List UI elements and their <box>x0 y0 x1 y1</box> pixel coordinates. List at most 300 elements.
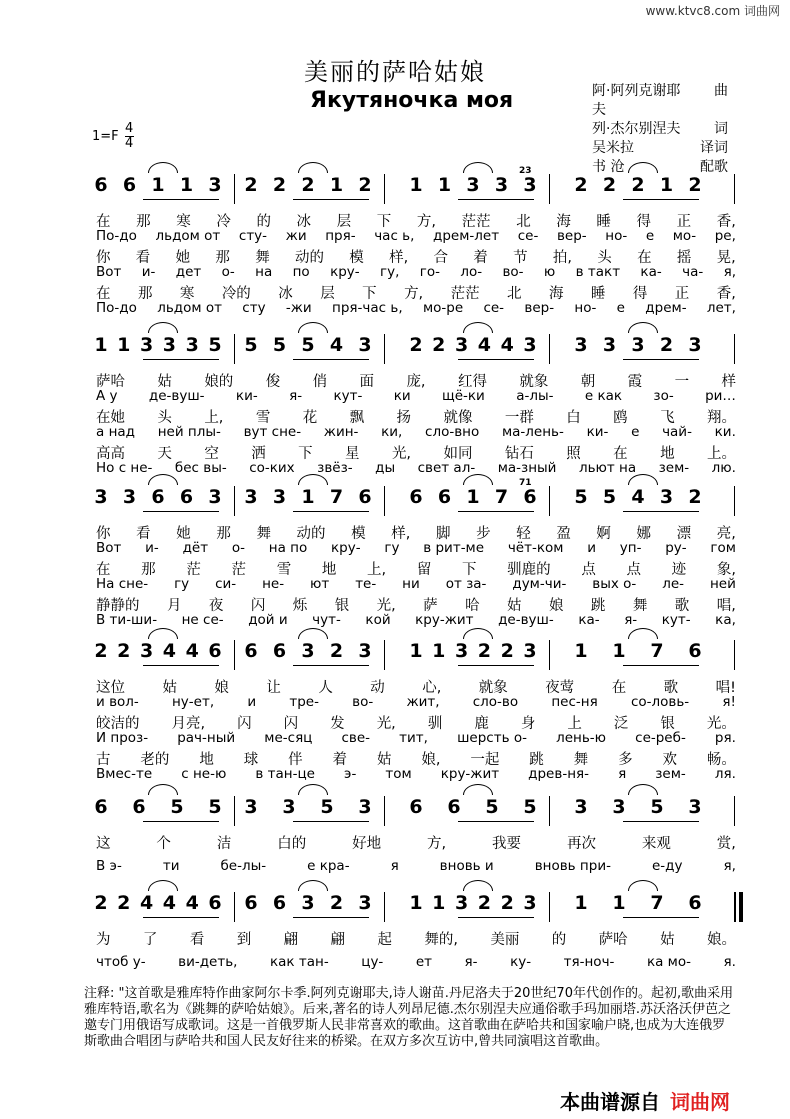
lyric-syllable: 洁 <box>216 836 232 852</box>
note: 2 <box>477 892 491 914</box>
lyric-syllable: 看 <box>136 526 151 542</box>
lyric-syllable: льдом от <box>157 300 222 316</box>
note: 1 <box>179 174 194 196</box>
note: 3 <box>466 174 480 196</box>
lyric-syllable: 那 <box>141 562 156 578</box>
lyric-syllable: сту <box>242 300 266 316</box>
lyric-syllable: том <box>385 766 412 782</box>
footer-text: 本曲谱源自 <box>560 1090 660 1114</box>
lyric-line-russian <box>96 540 736 556</box>
lyric-syllable: 多 <box>618 752 633 768</box>
note: 3 <box>612 796 626 818</box>
note: 3 <box>494 174 509 196</box>
lyric-syllable: я. <box>723 954 736 970</box>
lyric-syllable: э- <box>344 766 357 782</box>
lyric-syllable: 在她 <box>96 410 125 426</box>
note: 3 <box>301 892 315 914</box>
lyric-syllable: 步 <box>476 526 491 542</box>
lyric-syllable: 月 <box>166 598 182 614</box>
lyric-syllable: чай- <box>662 424 692 440</box>
note: 4 <box>329 334 344 356</box>
lyric-syllable: и вол- <box>96 694 139 710</box>
note: 2 <box>358 174 372 196</box>
lyric-syllable: В э- <box>96 858 122 874</box>
lyric-syllable: чтоб у- <box>96 954 146 970</box>
lyric-syllable: 发 <box>330 716 345 732</box>
measure <box>94 796 222 818</box>
lyric-syllable: све- <box>341 730 371 746</box>
measure <box>574 334 702 356</box>
note: 5 <box>320 796 334 818</box>
lyric-syllable: 如同 <box>443 446 473 462</box>
lyric-syllable: 赏, <box>716 836 736 852</box>
lyric-line-chinese <box>96 832 736 853</box>
lyric-syllable: 就象 <box>519 374 549 390</box>
lyric-syllable: е <box>616 300 625 316</box>
lyric-syllable: кру- <box>331 540 361 556</box>
lyric-syllable: 北 <box>507 286 522 302</box>
lyric-syllable: е <box>631 424 640 440</box>
note: 3 <box>574 796 588 818</box>
lyric-syllable: дой и <box>248 612 288 628</box>
note: 1 <box>409 892 423 914</box>
lyric-syllable: е-ду <box>651 858 683 874</box>
lyric-syllable: 合 <box>433 250 448 266</box>
lyric-syllable: кру- <box>330 264 360 280</box>
lyric-syllable: ды <box>375 460 396 476</box>
lyric-syllable: 身 <box>520 716 536 732</box>
lyric-syllable: ки <box>393 388 411 404</box>
lyric-syllable: не се- <box>181 612 224 628</box>
lyric-syllable: ля. <box>714 766 736 782</box>
lyric-line-russian <box>96 576 736 592</box>
lyric-syllable: пес-ня <box>551 694 598 710</box>
lyric-syllable: зем- <box>658 460 690 476</box>
lyric-syllable: 静静的 <box>96 598 140 614</box>
note: 2 <box>432 334 446 356</box>
note: 7 <box>494 486 509 508</box>
note: 3 <box>688 796 702 818</box>
lyric-syllable: ме-сяц <box>264 730 313 746</box>
note: 1 <box>659 174 674 196</box>
credit-lyricist: 列·杰尔别涅夫 词 <box>592 121 728 137</box>
lyric-syllable: гу, <box>380 264 400 280</box>
note: 3 <box>602 334 617 356</box>
lyric-syllable: 方, <box>416 214 436 230</box>
measure <box>244 486 372 508</box>
lyric-syllable: 一 <box>674 374 690 390</box>
note: 5 <box>574 486 588 508</box>
lyric-syllable: 驯鹿的 <box>507 562 551 578</box>
lyric-syllable: -жи <box>285 300 312 316</box>
lyric-syllable: 茫 <box>186 562 201 578</box>
lyric-syllable: Вот <box>96 264 122 280</box>
note: 2 <box>329 640 344 662</box>
lyric-syllable: 的 <box>551 932 567 948</box>
measure <box>244 796 372 818</box>
note: 6 <box>409 486 423 508</box>
lyric-syllable: 香, <box>716 286 736 302</box>
note: 6 <box>358 486 372 508</box>
lyric-line-russian <box>96 228 736 244</box>
note: 6 <box>208 640 222 662</box>
lyric-syllable: 上。 <box>706 446 736 462</box>
lyric-syllable: ет <box>415 954 433 970</box>
note: 5 <box>602 486 617 508</box>
lyric-syllable: си- <box>215 576 237 592</box>
lyric-syllable: 头 <box>157 410 172 426</box>
lyric-syllable: сло-во <box>472 694 519 710</box>
note: 1 <box>612 640 626 662</box>
lyric-syllable: 娘, <box>421 752 441 768</box>
measure <box>409 640 537 662</box>
lyric-syllable: 球 <box>243 752 259 768</box>
lyric-syllable: 夜 <box>208 598 224 614</box>
lyric-syllable: ней <box>709 576 736 592</box>
lyric-syllable: 姑 <box>507 598 522 614</box>
annotation-notes: 注释: "这首歌是雅库特作曲家阿尔卡季.阿列克谢耶夫,诗人谢苗.丹尼洛夫于20世纪70年代创作的。起初,歌曲采用雅库特语,歌名为《跳舞的萨哈姑娘》。后来,著名的诗人列昂尼德.杰尔别涅夫应通俗歌手玛加丽塔.苏沃洛沃伊芭之邀专门用俄语写成歌词。这是一首俄罗斯人民非常喜欢的歌曲。这首歌曲在萨哈共和国家喻户晓,也成为大连俄罗斯歌曲合唱团与萨哈共和国人民友好往来的桥梁。在双方多次互访中,曾共同演唱这首歌曲。 <box>84 986 734 1049</box>
lyric-syllable: ку- <box>510 954 532 970</box>
lyric-syllable: зо- <box>653 388 674 404</box>
measure <box>244 640 372 662</box>
lyric-syllable: 银 <box>334 598 350 614</box>
note: 2 <box>94 640 108 662</box>
lyric-syllable: 象, <box>716 562 736 578</box>
lyric-syllable: и- <box>141 264 156 280</box>
lyric-syllable: 海 <box>548 286 564 302</box>
lyric-syllable: со-ловь- <box>630 694 690 710</box>
note: 6 <box>122 174 137 196</box>
lyric-syllable: се- <box>483 300 505 316</box>
note: 3 <box>688 334 702 356</box>
note: 6 <box>132 796 146 818</box>
lyric-line-russian <box>96 858 736 874</box>
note: 2 <box>329 892 344 914</box>
measure <box>409 796 537 818</box>
measure <box>409 486 537 508</box>
lyric-syllable: пря-час ь, <box>332 300 403 316</box>
lyric-syllable: во- <box>352 694 374 710</box>
lyric-syllable: и <box>587 540 596 556</box>
lyric-syllable: льдом от <box>155 228 221 244</box>
note: 1 <box>329 174 344 196</box>
lyric-syllable: е как <box>584 388 623 404</box>
lyric-syllable: 看 <box>189 932 205 948</box>
note: 2 <box>244 174 258 196</box>
lyric-syllable: 闪 <box>237 716 252 732</box>
note: 2 <box>301 174 315 196</box>
lyric-syllable: 好地 <box>352 836 382 852</box>
lyric-syllable: я! <box>722 694 736 710</box>
lyric-syllable: 跳 <box>590 598 606 614</box>
lyric-syllable: 晃, <box>716 250 736 266</box>
lyric-syllable: Вмес-те <box>96 766 153 782</box>
note: 5 <box>650 796 664 818</box>
lyric-syllable: вновь и <box>439 858 494 874</box>
lyric-syllable: 在 <box>96 562 111 578</box>
lyric-syllable: ка, <box>715 612 736 628</box>
note: 6 <box>151 486 165 508</box>
note: 1 <box>432 892 446 914</box>
lyric-syllable: шерсть о- <box>457 730 527 746</box>
note: 5 <box>301 334 315 356</box>
lyric-syllable: свет ал- <box>417 460 476 476</box>
note: 1 <box>432 640 446 662</box>
lyric-syllable: 舞 <box>632 598 648 614</box>
lyric-syllable: ру- <box>665 540 687 556</box>
lyric-syllable: гу <box>174 576 190 592</box>
note: 3 <box>139 334 154 356</box>
lyric-syllable: 在 <box>637 250 652 266</box>
credit-arranger: 书 沧 配歌 <box>592 159 728 175</box>
note: 6 <box>94 174 108 196</box>
lyric-syllable: 着 <box>473 250 488 266</box>
note: 2 <box>477 640 491 662</box>
lyric-syllable: 舞 <box>573 752 589 768</box>
lyric-syllable: 娘 <box>214 680 229 696</box>
lyric-syllable: 迹 <box>671 562 687 578</box>
lyric-syllable: 翩 <box>283 932 299 948</box>
lyric-syllable: 层 <box>320 286 335 302</box>
lyric-syllable: 雪 <box>276 562 292 578</box>
lyric-syllable: ну-ет, <box>171 694 215 710</box>
lyric-syllable: 高高 <box>96 446 125 462</box>
measure <box>244 892 372 914</box>
note: 1 <box>612 892 626 914</box>
lyric-syllable: 冰 <box>296 214 312 230</box>
lyric-syllable: как тан- <box>270 954 329 970</box>
note: 5 <box>208 796 222 818</box>
note: 3 <box>94 486 108 508</box>
note: 2 <box>409 334 423 356</box>
lyric-syllable: 一群 <box>504 410 534 426</box>
note: 4 <box>500 334 514 356</box>
note: 1 <box>409 640 423 662</box>
lyric-syllable: 光, <box>376 598 396 614</box>
lyric-syllable: ви-деть, <box>178 954 238 970</box>
note: 2 <box>574 174 588 196</box>
lyric-syllable: я <box>618 766 627 782</box>
lyric-syllable: 茫茫 <box>450 286 480 302</box>
lyric-syllable: тя-ноч- <box>563 954 615 970</box>
lyric-syllable: 姑 <box>376 752 392 768</box>
site-watermark: www.ktvc8.com 词曲网 <box>645 4 780 18</box>
lyric-syllable: 银 <box>660 716 675 732</box>
lyric-syllable: 美丽 <box>490 932 520 948</box>
lyric-syllable: 方, <box>427 836 447 852</box>
lyric-syllable: 俊 <box>265 374 281 390</box>
lyric-syllable: 面 <box>359 374 375 390</box>
lyric-syllable: 模 <box>349 250 364 266</box>
lyric-syllable: ка- <box>640 264 662 280</box>
lyric-syllable: я- <box>289 388 303 404</box>
lyric-syllable: го- <box>419 264 440 280</box>
lyric-syllable: 这位 <box>96 680 125 696</box>
lyric-syllable: 正 <box>676 214 692 230</box>
lyric-syllable: 轻 <box>516 526 531 542</box>
lyric-syllable: сло-вно <box>425 424 480 440</box>
lyric-syllable: 翩 <box>330 932 346 948</box>
note: 2 <box>631 174 645 196</box>
lyric-syllable: лень-ю <box>556 730 607 746</box>
note: 6 <box>208 892 222 914</box>
lyric-syllable: 在 <box>96 286 111 302</box>
lyric-syllable: зем- <box>655 766 686 782</box>
notation-staff <box>84 636 744 670</box>
lyric-syllable: 伴 <box>288 752 303 768</box>
lyric-syllable: а над <box>96 424 135 440</box>
lyric-syllable: де-вуш- <box>148 388 205 404</box>
lyric-syllable: 飞 <box>660 410 675 426</box>
lyric-syllable: 洒 <box>251 446 266 462</box>
lyric-syllable: ни <box>402 576 420 592</box>
note: 3 <box>122 486 137 508</box>
note: 5 <box>208 334 222 356</box>
source-footer <box>560 1086 730 1115</box>
lyric-syllable: 萨哈 <box>96 374 125 390</box>
lyric-syllable: рач-ный <box>177 730 236 746</box>
note: 3 <box>162 334 176 356</box>
lyric-syllable: мо- <box>672 228 697 244</box>
lyric-syllable: 舞 <box>255 250 270 266</box>
note: 3 <box>244 486 258 508</box>
lyric-syllable: кру-жит <box>415 612 474 628</box>
measure <box>574 892 702 914</box>
lyric-syllable: 节 <box>513 250 528 266</box>
lyric-syllable: ней плы- <box>157 424 221 440</box>
lyric-syllable: се- <box>517 228 539 244</box>
lyric-syllable: 驯 <box>427 716 443 732</box>
lyric-syllable: гу <box>384 540 400 556</box>
lyric-syllable: 夜莺 <box>545 680 575 696</box>
lyric-syllable: 星 <box>345 446 360 462</box>
lyric-syllable: тре- <box>289 694 319 710</box>
lyric-syllable: 为 <box>96 932 111 948</box>
lyric-syllable: 她 <box>176 526 191 542</box>
note: 1 <box>117 334 131 356</box>
grace-note: 71 <box>519 478 532 488</box>
lyric-syllable: звёз- <box>317 460 353 476</box>
lyric-syllable: 就像 <box>443 410 473 426</box>
note: 2 <box>272 174 287 196</box>
lyric-syllable: ча- <box>682 264 704 280</box>
lyric-syllable: в тан-це <box>255 766 315 782</box>
lyric-syllable: 在 <box>611 680 627 696</box>
lyric-syllable: 空 <box>204 446 219 462</box>
notation-staff <box>84 330 744 364</box>
lyric-line-russian <box>96 264 736 280</box>
lyric-syllable: 红得 <box>457 374 487 390</box>
lyric-syllable: и- <box>145 540 159 556</box>
lyric-syllable: 头 <box>597 250 612 266</box>
lyric-syllable: 样 <box>721 374 736 390</box>
note: 2 <box>688 486 702 508</box>
lyric-syllable: 样, <box>391 526 411 542</box>
lyric-syllable: В ти-ши- <box>96 612 158 628</box>
measure <box>244 334 372 356</box>
note: 3 <box>454 640 469 662</box>
lyric-syllable: о- <box>221 264 235 280</box>
note: 5 <box>485 796 499 818</box>
lyric-syllable: 老的 <box>140 752 170 768</box>
measure <box>574 796 702 818</box>
lyric-syllable: во- <box>502 264 524 280</box>
lyric-syllable: 拍, <box>552 250 572 266</box>
lyric-syllable: 一起 <box>470 752 500 768</box>
lyric-syllable: 点 <box>626 562 641 578</box>
measure <box>409 174 537 196</box>
lyric-syllable: 摇 <box>676 250 692 266</box>
note: 4 <box>631 486 645 508</box>
lyric-syllable: 雪 <box>255 410 271 426</box>
lyric-syllable: и <box>247 694 257 710</box>
lyric-syllable: 花 <box>302 410 318 426</box>
lyric-syllable: 皎洁的 <box>96 716 140 732</box>
measure <box>409 334 537 356</box>
measure <box>574 174 702 196</box>
lyric-syllable: 冰 <box>278 286 293 302</box>
lyric-syllable: я <box>390 858 399 874</box>
measure <box>94 486 222 508</box>
lyric-syllable: 霞 <box>627 374 643 390</box>
lyric-syllable: щё-ки <box>442 388 485 404</box>
lyric-syllable: де-вуш- <box>498 612 554 628</box>
note: 6 <box>437 486 452 508</box>
lyric-line-russian <box>96 730 736 746</box>
lyric-syllable: час ь, <box>374 228 415 244</box>
note: 3 <box>358 640 372 662</box>
lyric-line-russian <box>96 388 736 404</box>
lyric-syllable: По-до <box>96 300 137 316</box>
lyric-syllable: 了 <box>142 932 158 948</box>
lyric-syllable: 地 <box>660 446 675 462</box>
note: 5 <box>272 334 287 356</box>
lyric-syllable: ти <box>162 858 180 874</box>
lyric-syllable: на по <box>268 540 308 556</box>
lyric-syllable: ле- <box>662 576 685 592</box>
lyric-syllable: 地 <box>321 562 337 578</box>
note: 2 <box>688 174 702 196</box>
note: 2 <box>117 640 131 662</box>
lyric-syllable: бе-лы- <box>220 858 267 874</box>
lyric-syllable: 那 <box>215 250 230 266</box>
lyric-syllable: 娜 <box>636 526 652 542</box>
lyric-syllable: уп- <box>619 540 642 556</box>
lyric-syllable: вых о- <box>592 576 637 592</box>
lyric-syllable: 舞的, <box>424 932 458 948</box>
lyric-syllable: 姑 <box>162 680 177 696</box>
note: 4 <box>139 892 154 914</box>
lyric-syllable: ют <box>310 576 330 592</box>
lyric-syllable: 动的 <box>296 526 326 542</box>
lyric-syllable: 上 <box>567 716 582 732</box>
note: 3 <box>208 174 222 196</box>
credit-composer: 阿·阿列克谢耶夫 曲 <box>592 83 728 118</box>
lyric-syllable: 跳 <box>529 752 544 768</box>
lyric-syllable: е кра- <box>307 858 350 874</box>
lyric-syllable: я, <box>723 264 736 280</box>
lyric-syllable: 的 <box>256 214 271 230</box>
lyric-syllable: 让 <box>266 680 281 696</box>
footer-brand: 词曲网 <box>670 1090 730 1114</box>
lyric-syllable: 寒 <box>176 214 191 230</box>
note: 3 <box>454 334 469 356</box>
lyric-line-russian <box>96 612 736 628</box>
lyric-syllable: 来观 <box>641 836 671 852</box>
lyric-syllable: 姑 <box>660 932 675 948</box>
lyric-syllable: 娘。 <box>706 932 736 948</box>
lyric-syllable: ки. <box>714 424 736 440</box>
